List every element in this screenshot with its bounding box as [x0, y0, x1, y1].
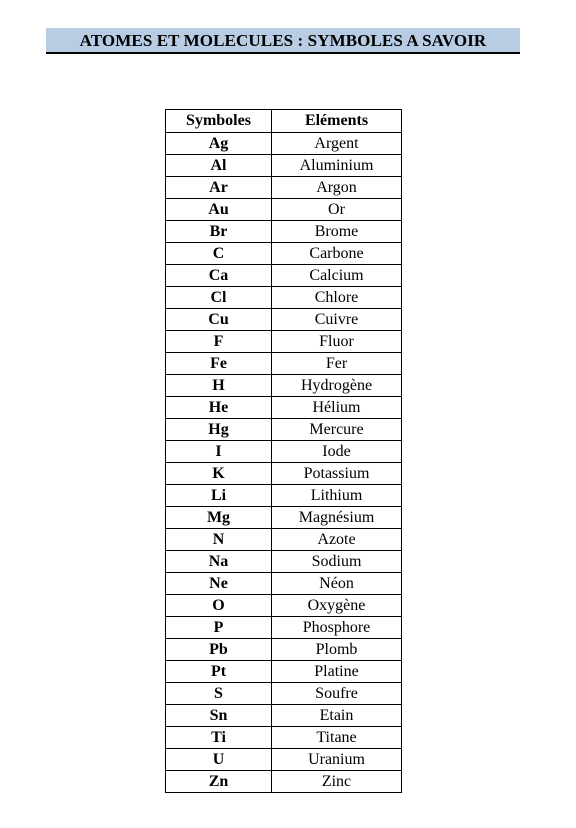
- table-row: [166, 243, 402, 265]
- table-row: [166, 705, 402, 727]
- element-name: Mercure: [272, 419, 402, 441]
- element-symbol: Fe: [166, 353, 272, 375]
- table-row: [166, 397, 402, 419]
- table-row: [166, 573, 402, 595]
- table-row: [166, 309, 402, 331]
- element-name: Phosphore: [272, 617, 402, 639]
- table-row: [166, 133, 402, 155]
- element-name: Fer: [272, 353, 402, 375]
- element-name: Or: [272, 199, 402, 221]
- table-row: [166, 771, 402, 793]
- element-symbol: Ar: [166, 177, 272, 199]
- table-row: [166, 199, 402, 221]
- element-symbol: Pt: [166, 661, 272, 683]
- element-symbol: Ne: [166, 573, 272, 595]
- element-name: Uranium: [272, 749, 402, 771]
- element-name: Hydrogène: [272, 375, 402, 397]
- table-row: [166, 485, 402, 507]
- table-row: [166, 529, 402, 551]
- table-row: [166, 375, 402, 397]
- page-title: ATOMES ET MOLECULES : SYMBOLES A SAVOIR: [79, 30, 487, 50]
- column-header-elements: Eléments: [272, 110, 402, 133]
- table-row: [166, 639, 402, 661]
- element-name: Carbone: [272, 243, 402, 265]
- element-symbol: S: [166, 683, 272, 705]
- table-row: [166, 353, 402, 375]
- table-row: [166, 177, 402, 199]
- element-name: Oxygène: [272, 595, 402, 617]
- table-row: [166, 463, 402, 485]
- element-symbol: I: [166, 441, 272, 463]
- element-symbol: Zn: [166, 771, 272, 793]
- element-name: Chlore: [272, 287, 402, 309]
- element-symbol: Mg: [166, 507, 272, 529]
- elements-table: [165, 109, 402, 793]
- table-header: [166, 110, 402, 133]
- table-row: [166, 265, 402, 287]
- element-symbol: F: [166, 331, 272, 353]
- element-symbol: Ti: [166, 727, 272, 749]
- element-symbol: O: [166, 595, 272, 617]
- element-name: Aluminium: [272, 155, 402, 177]
- element-symbol: Sn: [166, 705, 272, 727]
- element-name: Zinc: [272, 771, 402, 793]
- element-symbol: N: [166, 529, 272, 551]
- element-name: Potassium: [272, 463, 402, 485]
- element-name: Fluor: [272, 331, 402, 353]
- table-body: [166, 133, 402, 793]
- element-symbol: Li: [166, 485, 272, 507]
- element-name: Titane: [272, 727, 402, 749]
- element-symbol: K: [166, 463, 272, 485]
- table-row: [166, 419, 402, 441]
- element-symbol: Hg: [166, 419, 272, 441]
- table-row: [166, 287, 402, 309]
- table-row: [166, 749, 402, 771]
- element-symbol: H: [166, 375, 272, 397]
- table-row: [166, 507, 402, 529]
- element-name: Etain: [272, 705, 402, 727]
- element-name: Platine: [272, 661, 402, 683]
- table-row: [166, 441, 402, 463]
- element-symbol: Ag: [166, 133, 272, 155]
- column-header-symbols: Symboles: [166, 110, 272, 133]
- element-name: Cuivre: [272, 309, 402, 331]
- element-symbol: Au: [166, 199, 272, 221]
- table-row: [166, 727, 402, 749]
- element-name: Magnésium: [272, 507, 402, 529]
- element-symbol: U: [166, 749, 272, 771]
- element-name: Argent: [272, 133, 402, 155]
- element-symbol: Cl: [166, 287, 272, 309]
- table-row: [166, 617, 402, 639]
- table-header-row: [166, 110, 402, 133]
- table-row: [166, 331, 402, 353]
- table-row: [166, 551, 402, 573]
- page-title-banner: [46, 28, 520, 54]
- element-name: Néon: [272, 573, 402, 595]
- element-symbol: C: [166, 243, 272, 265]
- element-name: Lithium: [272, 485, 402, 507]
- element-name: Azote: [272, 529, 402, 551]
- table-row: [166, 683, 402, 705]
- element-symbol: P: [166, 617, 272, 639]
- element-symbol: Na: [166, 551, 272, 573]
- element-name: Soufre: [272, 683, 402, 705]
- element-symbol: Pb: [166, 639, 272, 661]
- element-symbol: Al: [166, 155, 272, 177]
- table-row: [166, 221, 402, 243]
- element-name: Calcium: [272, 265, 402, 287]
- table-row: [166, 595, 402, 617]
- element-name: Iode: [272, 441, 402, 463]
- element-symbol: Cu: [166, 309, 272, 331]
- element-name: Argon: [272, 177, 402, 199]
- element-name: Hélium: [272, 397, 402, 419]
- element-symbol: He: [166, 397, 272, 419]
- table-row: [166, 661, 402, 683]
- element-symbol: Br: [166, 221, 272, 243]
- element-name: Sodium: [272, 551, 402, 573]
- table-row: [166, 155, 402, 177]
- element-name: Plomb: [272, 639, 402, 661]
- element-symbol: Ca: [166, 265, 272, 287]
- element-name: Brome: [272, 221, 402, 243]
